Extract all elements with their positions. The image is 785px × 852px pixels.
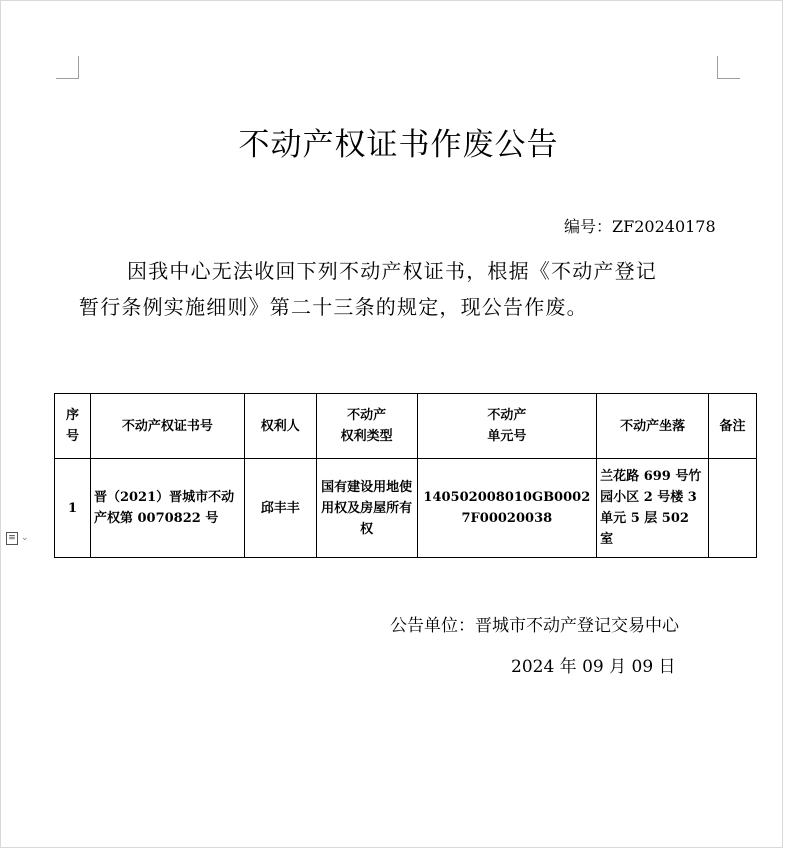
header-seq: 序 号 [55, 394, 91, 459]
document-title: 不动产权证书作废公告 [238, 127, 559, 163]
cell-unit-no: 140502008010GB00027F00020038 [417, 459, 597, 558]
cell-seq: 1 [55, 459, 91, 558]
body-line-2: 暂行条例实施细则》第二十三条的规定，现公告作废。 [79, 295, 588, 319]
header-location: 不动产坐落 [597, 394, 709, 459]
issuer-line: 公告单位：晋城市不动产登记交易中心 [390, 616, 679, 636]
cell-remark [709, 459, 757, 558]
header-holder: 权利人 [244, 394, 316, 459]
cell-cert-no: 晋（2021）晋城市不动产权第 0070822 号 [90, 459, 244, 558]
body-line-1: 因我中心无法收回下列不动产权证书，根据《不动产登记 [127, 259, 657, 283]
header-unit-no: 不动产 单元号 [417, 394, 597, 459]
body-paragraph [79, 253, 729, 325]
header-remark: 备注 [709, 394, 757, 459]
document-number: 编号：ZF20240178 [564, 217, 716, 236]
table-header-row [55, 394, 757, 459]
issue-date: 2024 年 09 月 09 日 [511, 657, 676, 677]
chevron-down-icon: ⌄ [21, 533, 29, 543]
crop-mark-top-right [717, 56, 740, 79]
records-table [54, 393, 757, 558]
cell-location: 兰花路 699 号竹园小区 2 号楼 3 单元 5 层 502 室 [597, 459, 709, 558]
paragraph-layout-button[interactable] [6, 528, 42, 548]
cell-right-type: 国有建设用地使用权及房屋所有权 [316, 459, 417, 558]
header-cert-no: 不动产权证书号 [90, 394, 244, 459]
paragraph-layout-icon: ≡ [6, 532, 18, 545]
crop-mark-top-left [56, 56, 79, 79]
cell-holder: 邱丰丰 [244, 459, 316, 558]
table-row [55, 459, 757, 558]
header-right-type: 不动产 权利类型 [316, 394, 417, 459]
